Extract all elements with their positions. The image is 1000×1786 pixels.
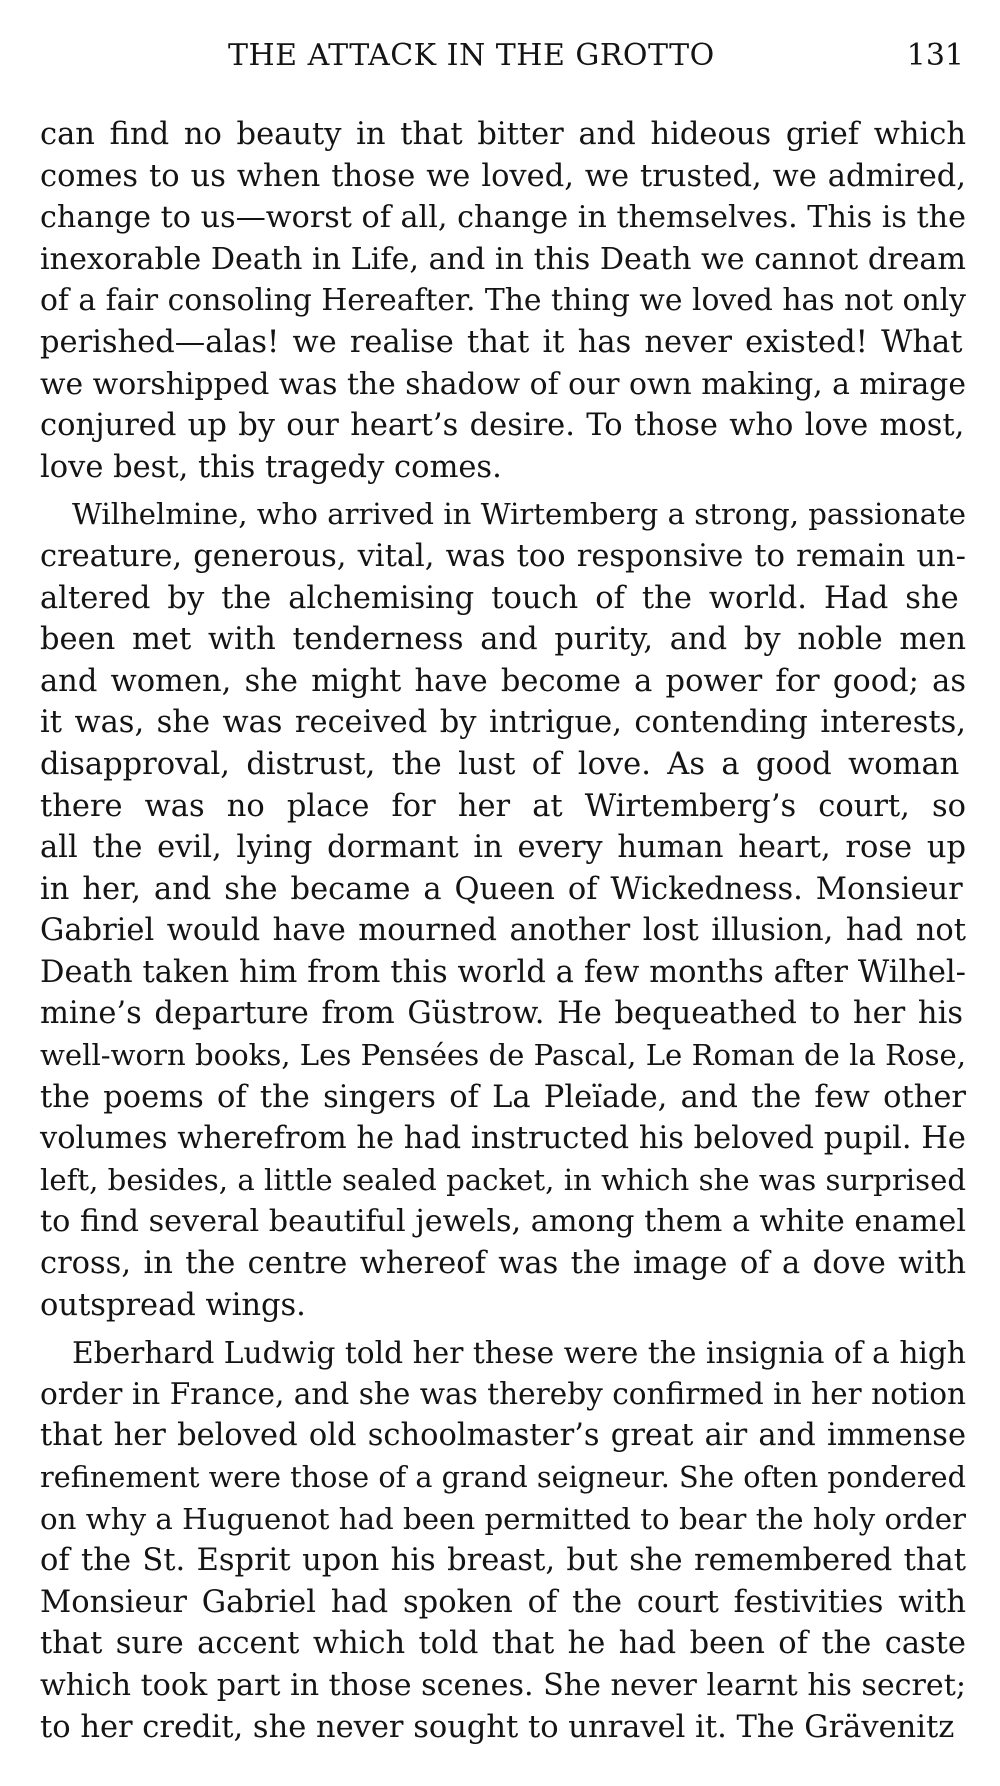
text-line: perished—alas! we realise that it has never existed! What (40, 324, 963, 360)
text-line: can find no beauty in that bitter and hideous grief which (40, 117, 966, 152)
text-line: Wilhelmine, who arrived in Wirtemberg a strong, passionate (72, 497, 966, 532)
text-line: to her credit, she never sought to unravel it. The Grävenitz (40, 1709, 955, 1745)
text-line: disapproval, distrust, the lust of love. As a good woman (40, 746, 960, 782)
text-line: of a fair consoling Hereafter. The thing we loved has not only (40, 283, 966, 319)
text-line: we worshipped was the shadow of our own making, a mirage (40, 366, 966, 402)
text-line: Death taken him from this world a few months after Wilhel- (40, 954, 966, 990)
text-line: that her beloved old schoolmaster’s great air and immense (40, 1418, 966, 1454)
text-line: Monsieur Gabriel had spoken of the court festivities with (40, 1584, 966, 1620)
text-line: well-worn books, Les Pensées de Pascal, Le Roman de la Rose, (40, 1038, 966, 1073)
text-line: comes to us when those we loved, we trusted, we admired, (40, 158, 966, 194)
text-line: conjured up by our heart’s desire. To those who love most, (40, 408, 965, 444)
text-line: mine’s departure from Güstrow. He bequeathed to her his (40, 996, 963, 1032)
text-line: altered by the alchemising touch of the world. Had she (40, 580, 959, 616)
text-line: which took part in those scenes. She never learnt his secret; (40, 1667, 966, 1703)
text-line: outspread wings. (40, 1287, 306, 1323)
running-header (40, 0, 966, 74)
book-page (40, 0, 966, 1745)
body-text (40, 114, 966, 1748)
paragraph (40, 494, 966, 1326)
paragraph (40, 114, 966, 488)
text-line: to find several beautiful jewels, among them a white enamel (40, 1204, 966, 1240)
text-line: left, besides, a little sealed packet, in which she was surprised (40, 1162, 966, 1197)
text-line: the poems of the singers of La Pleïade, and the few other (40, 1079, 966, 1115)
page-number: 131 (906, 38, 964, 73)
text-line: been met with tenderness and purity, and by noble men (40, 622, 966, 658)
text-line: in her, and she became a Queen of Wickedness. Monsieur (40, 871, 963, 907)
text-line: on why a Huguenot had been permitted to bear the holy order (40, 1501, 966, 1536)
text-line: Gabriel would have mourned another lost illusion, had not (40, 913, 966, 949)
text-line: there was no place for her at Wirtemberg’s court, so (40, 788, 966, 824)
text-line: all the evil, lying dormant in every human heart, rose up (40, 830, 966, 866)
text-line: creature, generous, vital, was too responsive to remain un- (40, 538, 966, 574)
text-line: of the St. Esprit upon his breast, but she remembered that (40, 1543, 966, 1579)
text-line: love best, this tragedy comes. (40, 449, 502, 485)
text-line: that sure accent which told that he had been of the caste (40, 1626, 966, 1662)
text-line: it was, she was received by intrigue, contending interests, (40, 705, 966, 741)
text-line: cross, in the centre whereof was the image of a dove with (40, 1246, 966, 1282)
text-line: Eberhard Ludwig told her these were the insignia of a high (72, 1335, 966, 1371)
text-line: inexorable Death in Life, and in this Death we cannot dream (40, 241, 966, 277)
text-line: volumes wherefrom he had instructed his beloved pupil. He (40, 1121, 966, 1157)
running-title: THE ATTACK IN THE GROTTO (228, 38, 715, 73)
text-line: order in France, and she was thereby confirmed in her notion (40, 1376, 966, 1411)
text-line: change to us—worst of all, change in themselves. This is the (40, 200, 966, 236)
text-line: refinement were those of a grand seigneur. She often pondered (40, 1460, 966, 1494)
paragraph (40, 1332, 966, 1748)
text-line: and women, she might have become a power for good; as (40, 663, 966, 699)
